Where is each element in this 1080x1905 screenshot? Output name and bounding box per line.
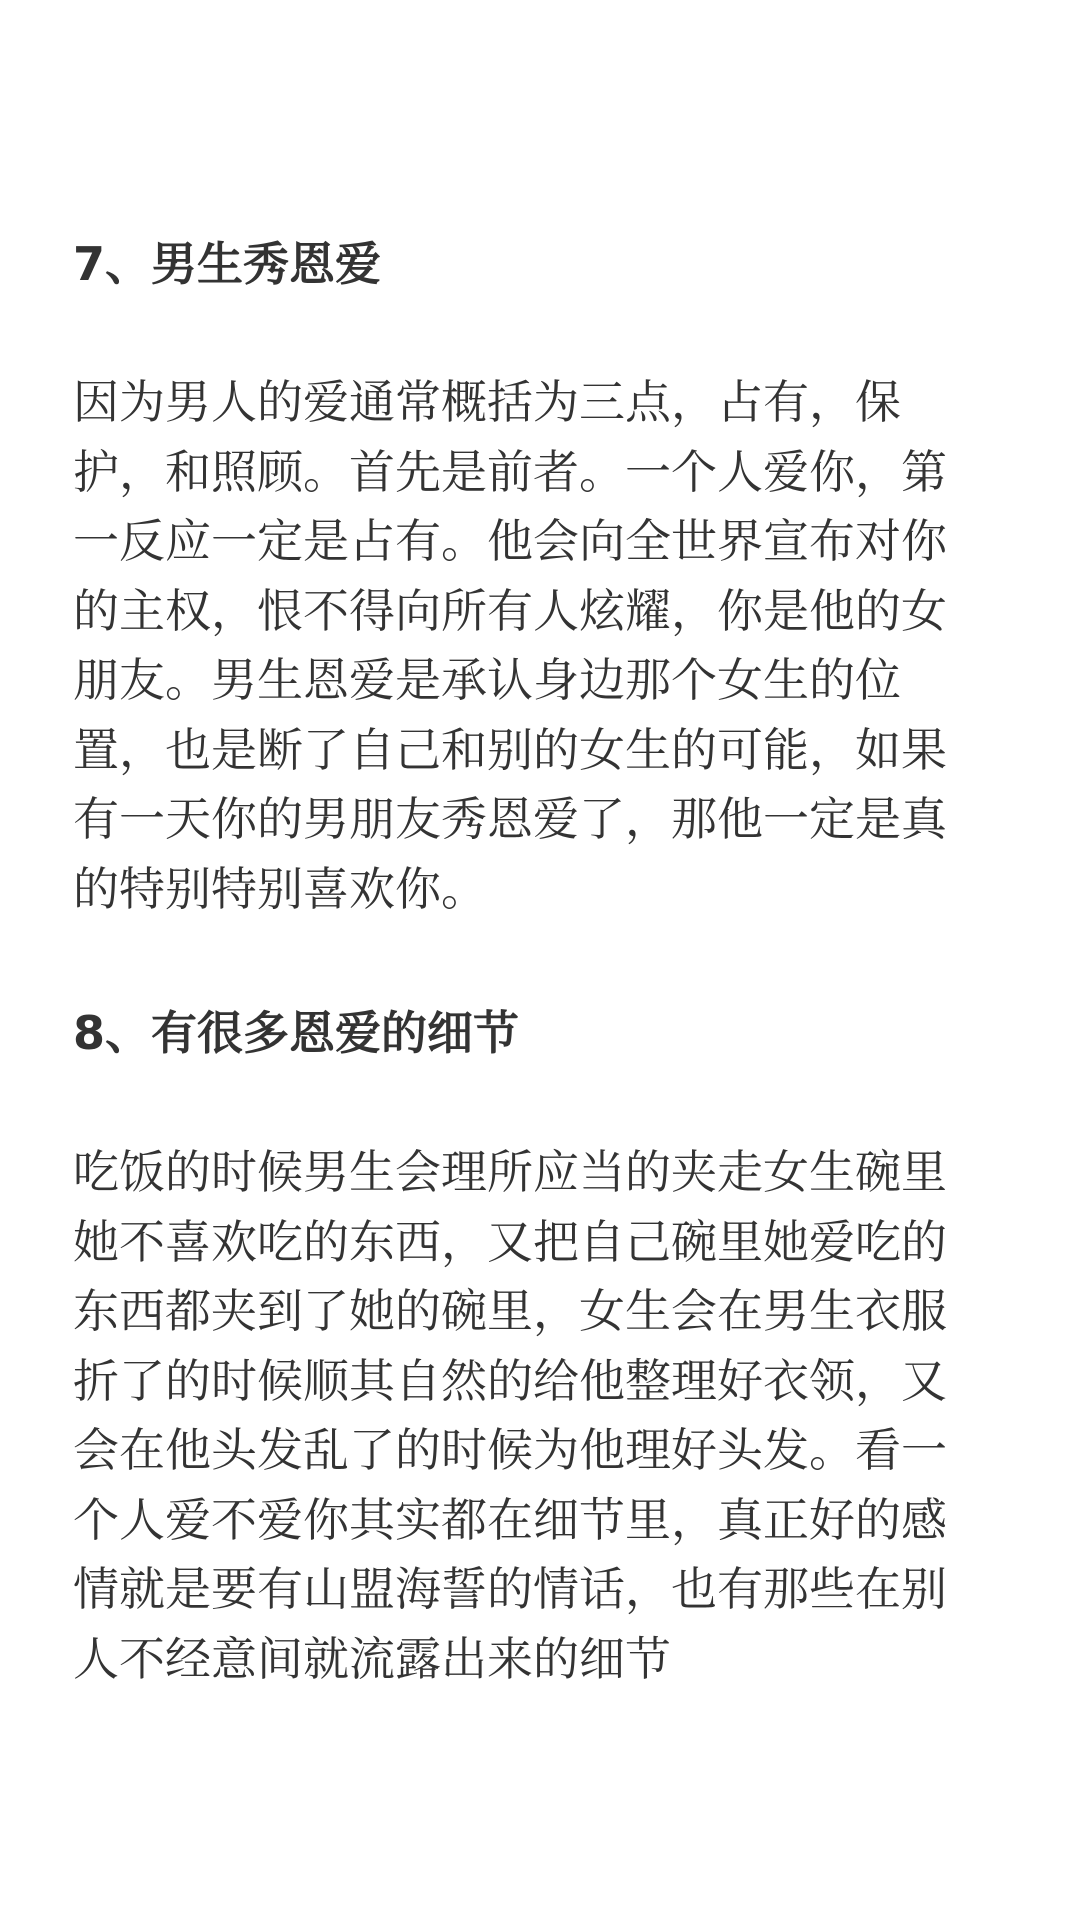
- paragraph-line: 吃饭的时候男生会理所应当的夹走女生碗里: [73, 1145, 947, 1199]
- paragraph-line: 朋友。男生恩爱是承认身边那个女生的位: [73, 653, 901, 707]
- paragraph-line: 情就是要有山盟海誓的情话，也有那些在别: [73, 1562, 947, 1616]
- paragraph-line: 人不经意间就流露出来的细节: [73, 1631, 671, 1686]
- paragraph-line: 因为男人的爱通常概括为三点，占有，保: [73, 375, 901, 429]
- paragraph-line: 的主权，恨不得向所有人炫耀，你是他的女: [73, 583, 947, 638]
- paragraph-line: 的特别特别喜欢你。: [73, 861, 487, 916]
- paragraph-line: 东西都夹到了她的碗里，女生会在男生衣服: [73, 1284, 947, 1338]
- section-7-heading: 7、男生秀恩爱: [73, 237, 382, 291]
- section-8-heading: 8、有很多恩爱的细节: [73, 1006, 520, 1060]
- paragraph-line: 折了的时候顺其自然的给他整理好衣领，又: [73, 1353, 947, 1408]
- section-8-paragraph: [73, 1138, 1023, 1694]
- paragraph-line: 护，和照顾。首先是前者。一个人爱你，第: [73, 444, 947, 499]
- paragraph-line: 有一天你的男朋友秀恩爱了，那他一定是真: [73, 792, 947, 846]
- paragraph-line: 一反应一定是占有。他会向全世界宣布对你: [73, 514, 947, 568]
- paragraph-line: 会在他头发乱了的时候为他理好头发。看一: [73, 1423, 947, 1477]
- section-7-paragraph: [73, 368, 1023, 924]
- paragraph-line: 个人爱不爱你其实都在细节里，真正好的感: [73, 1492, 947, 1547]
- paragraph-line: 置，也是断了自己和别的女生的可能，如果: [73, 722, 947, 777]
- paragraph-line: 她不喜欢吃的东西，又把自己碗里她爱吃的: [73, 1214, 947, 1269]
